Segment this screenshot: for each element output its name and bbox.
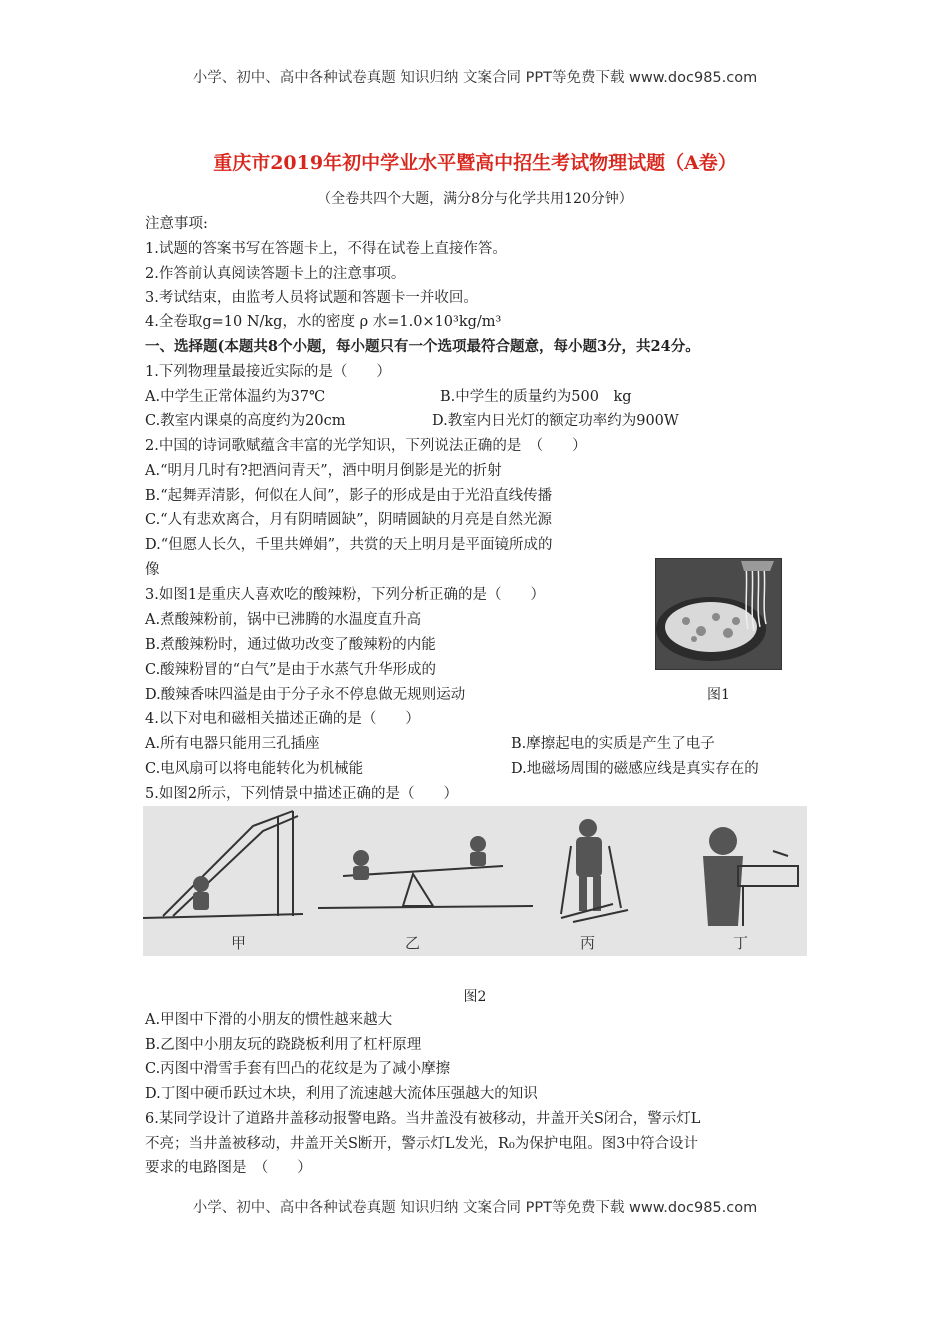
q5-stem: 5.如图2所示，下列情景中描述正确的是（ ） [145, 786, 459, 802]
figure-1-caption: 图1 [707, 687, 730, 703]
q4-option-b: B.摩擦起电的实质是产生了电子 [511, 736, 715, 752]
q3-option-d: D.酸辣香味四溢是由于分子永不停息做无规则运动 [145, 687, 466, 703]
q2-option-a: A.“明月几时有?把酒问青天”，酒中明月倒影是光的折射 [145, 463, 502, 479]
figure-2-caption: 图2 [463, 989, 487, 1005]
footer-banner: 小学、初中、高中各种试卷真题 知识归纳 文案合同 PPT等免费下载 www.doc985.com [192, 1200, 758, 1216]
q2-option-d-cont: 像 [145, 562, 160, 578]
panel-label-yi: 乙 [405, 934, 421, 952]
q3-option-b: B.煮酸辣粉时，通过做功改变了酸辣粉的内能 [145, 637, 436, 653]
q5-option-d: D.丁图中硬币跃过木块，利用了流速越大流体压强越大的知识 [145, 1086, 538, 1102]
panel-label-ding: 丁 [733, 934, 749, 952]
q2-option-d: D.“但愿人长久，千里共婵娟”，共赏的天上明月是平面镜所成的 [145, 537, 553, 553]
q3-stem: 3.如图1是重庆人喜欢吃的酸辣粉，下列分析正确的是（ ） [145, 587, 546, 603]
panel-label-bing: 丙 [580, 934, 596, 952]
figure-1-image [655, 558, 782, 670]
q2-stem: 2.中国的诗词歌赋蕴含丰富的光学知识，下列说法正确的是 （ ） [145, 438, 587, 454]
q6-stem-line3: 要求的电路图是 （ ） [145, 1160, 312, 1176]
q1-stem: 1.下列物理量最接近实际的是（ ） [145, 364, 391, 380]
q6-stem-line2: 不亮；当井盖被移动，井盖开关S断开，警示灯L发光，R₀为保护电阻。图3中符合设计 [145, 1136, 699, 1152]
q3-option-a: A.煮酸辣粉前，锅中已沸腾的水温度直升高 [145, 612, 422, 628]
q1-option-a: A.中学生正常体温约为37℃ [145, 389, 326, 405]
q1-option-d: D.教室内日光灯的额定功率约为900W [432, 413, 679, 429]
q5-option-b: B.乙图中小朋友玩的跷跷板利用了杠杆原理 [145, 1037, 422, 1053]
panel-label-jia: 甲 [231, 934, 247, 952]
q1-option-c: C.教室内课桌的高度约为20cm [145, 413, 346, 429]
figure-2-image [143, 806, 807, 956]
q6-stem-line1: 6.某同学设计了道路井盖移动报警电路。当井盖没有被移动，井盖开关S闭合，警示灯L [145, 1111, 701, 1127]
note-item: 4.全卷取g=10 N/kg，水的密度 ρ 水=1.0×10³kg/m³ [145, 314, 502, 330]
note-item: 2.作答前认真阅读答题卡上的注意事项。 [145, 266, 406, 282]
q5-option-c: C.丙图中滑雪手套有凹凸的花纹是为了减小摩擦 [145, 1061, 451, 1077]
note-item: 3.考试结束，由监考人员将试题和答题卡一并收回。 [145, 290, 478, 306]
q1-option-b: B.中学生的质量约为500 kg [440, 389, 632, 405]
exam-title: 重庆市2019年初中学业水平暨高中招生考试物理试题（A卷） [213, 152, 737, 174]
q2-option-b: B.“起舞弄清影，何似在人间”，影子的形成是由于光沿直线传播 [145, 488, 553, 504]
q3-option-c: C.酸辣粉冒的“白气”是由于水蒸气升华形成的 [145, 662, 437, 678]
q4-option-c: C.电风扇可以将电能转化为机械能 [145, 761, 364, 777]
q4-option-a: A.所有电器只能用三孔插座 [145, 736, 320, 752]
exam-subtitle: （全卷共四个大题，满分8分与化学共用120分钟） [317, 191, 633, 207]
q4-stem: 4.以下对电和磁相关描述正确的是（ ） [145, 711, 420, 727]
q2-option-c: C.“人有悲欢离合，月有阴晴圆缺”，阴晴圆缺的月亮是自然光源 [145, 512, 553, 528]
q4-option-d: D.地磁场周围的磁感应线是真实存在的 [511, 761, 759, 777]
notes-heading: 注意事项: [145, 216, 208, 232]
note-item: 1.试题的答案书写在答题卡上，不得在试卷上直接作答。 [145, 241, 507, 257]
header-banner: 小学、初中、高中各种试卷真题 知识归纳 文案合同 PPT等免费下载 www.doc985.com [192, 70, 758, 86]
q5-option-a: A.甲图中下滑的小朋友的惯性越来越大 [145, 1012, 393, 1028]
section-heading: 一、选择题(本题共8个小题，每小题只有一个选项最符合题意，每小题3分，共24分。 [145, 338, 700, 355]
